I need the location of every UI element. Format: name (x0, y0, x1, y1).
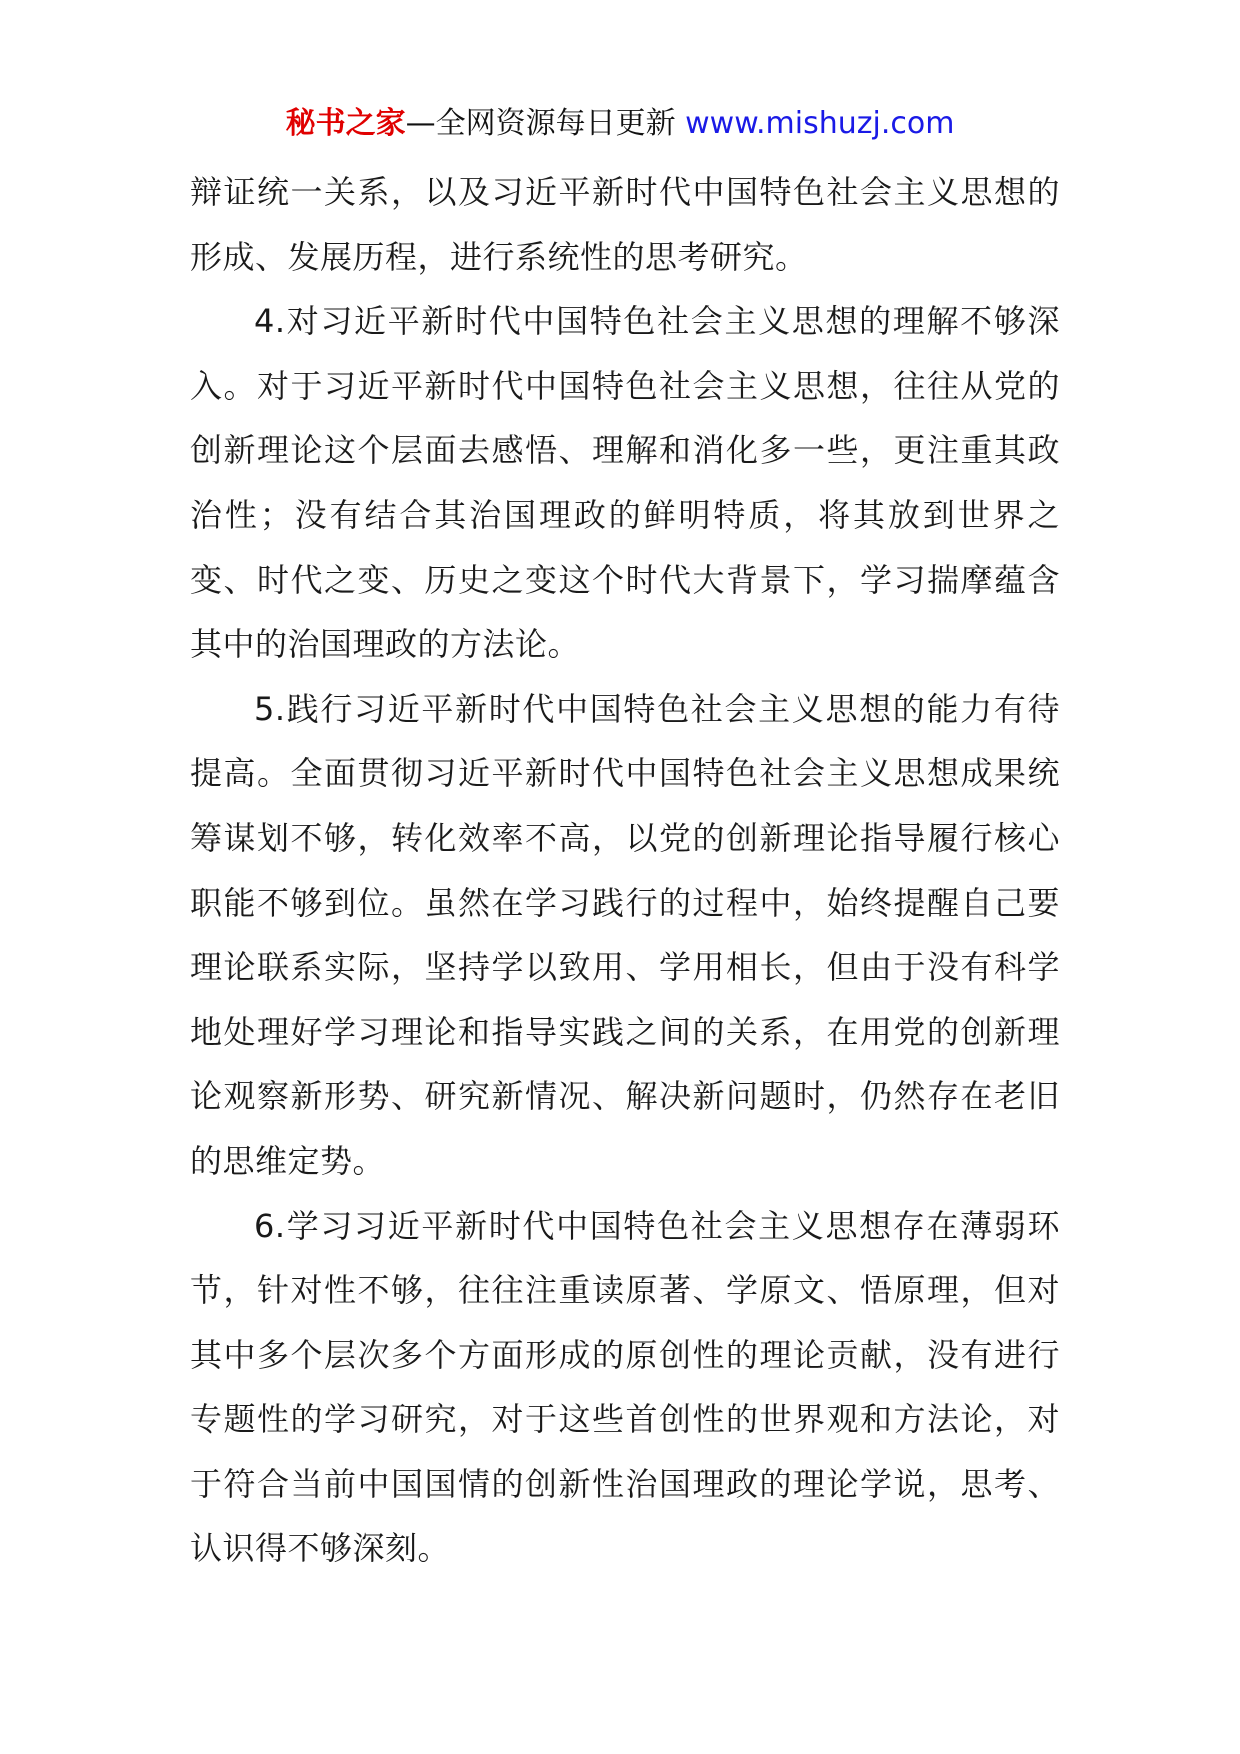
site-url: www.mishuzj.com (685, 106, 955, 141)
paragraph-item-5: 5.践行习近平新时代中国特色社会主义思想的能力有待提高。全面贯彻习近平新时代中国特色社会主义思想成果统筹谋划不够，转化效率不高，以党的创新理论指导履行核心职能不够到位。虽然在学习践行的过程中，始终提醒自己要理论联系实际，坚持学以致用、学用相长，但由于没有科学地处理好学习理论和指导实践之间的关系，在用党的创新理论观察新形势、研究新情况、解决新问题时，仍然存在老旧的思维定势。 (190, 689, 1060, 1180)
paragraph-item-6: 6.学习习近平新时代中国特色社会主义思想存在薄弱环节，针对性不够，往往注重读原著、学原文、悟原理，但对其中多个层次多个方面形成的原创性的理论贡献，没有进行专题性的学习研究，对于这些首创性的世界观和方法论，对于符合当前中国国情的创新性治国理政的理论学说，思考、认识得不够深刻。 (190, 1206, 1060, 1568)
header-tagline: —全网资源每日更新 (405, 106, 676, 141)
document-body (190, 160, 1060, 1581)
paragraph-item-4: 4.对习近平新时代中国特色社会主义思想的理解不够深入。对于习近平新时代中国特色社会主义思想，往往从党的创新理论这个层面去感悟、理解和消化多一些，更注重其政治性；没有结合其治国理政的鲜明特质，将其放到世界之变、时代之变、历史之变这个时代大背景下，学习揣摩蕴含其中的治国理政的方法论。 (190, 302, 1060, 664)
brand-name: 秘书之家 (285, 106, 406, 141)
paragraph-continued: 辩证统一关系，以及习近平新时代中国特色社会主义思想的形成、发展历程，进行系统性的思考研究。 (190, 173, 1060, 276)
page-header (0, 104, 1240, 144)
